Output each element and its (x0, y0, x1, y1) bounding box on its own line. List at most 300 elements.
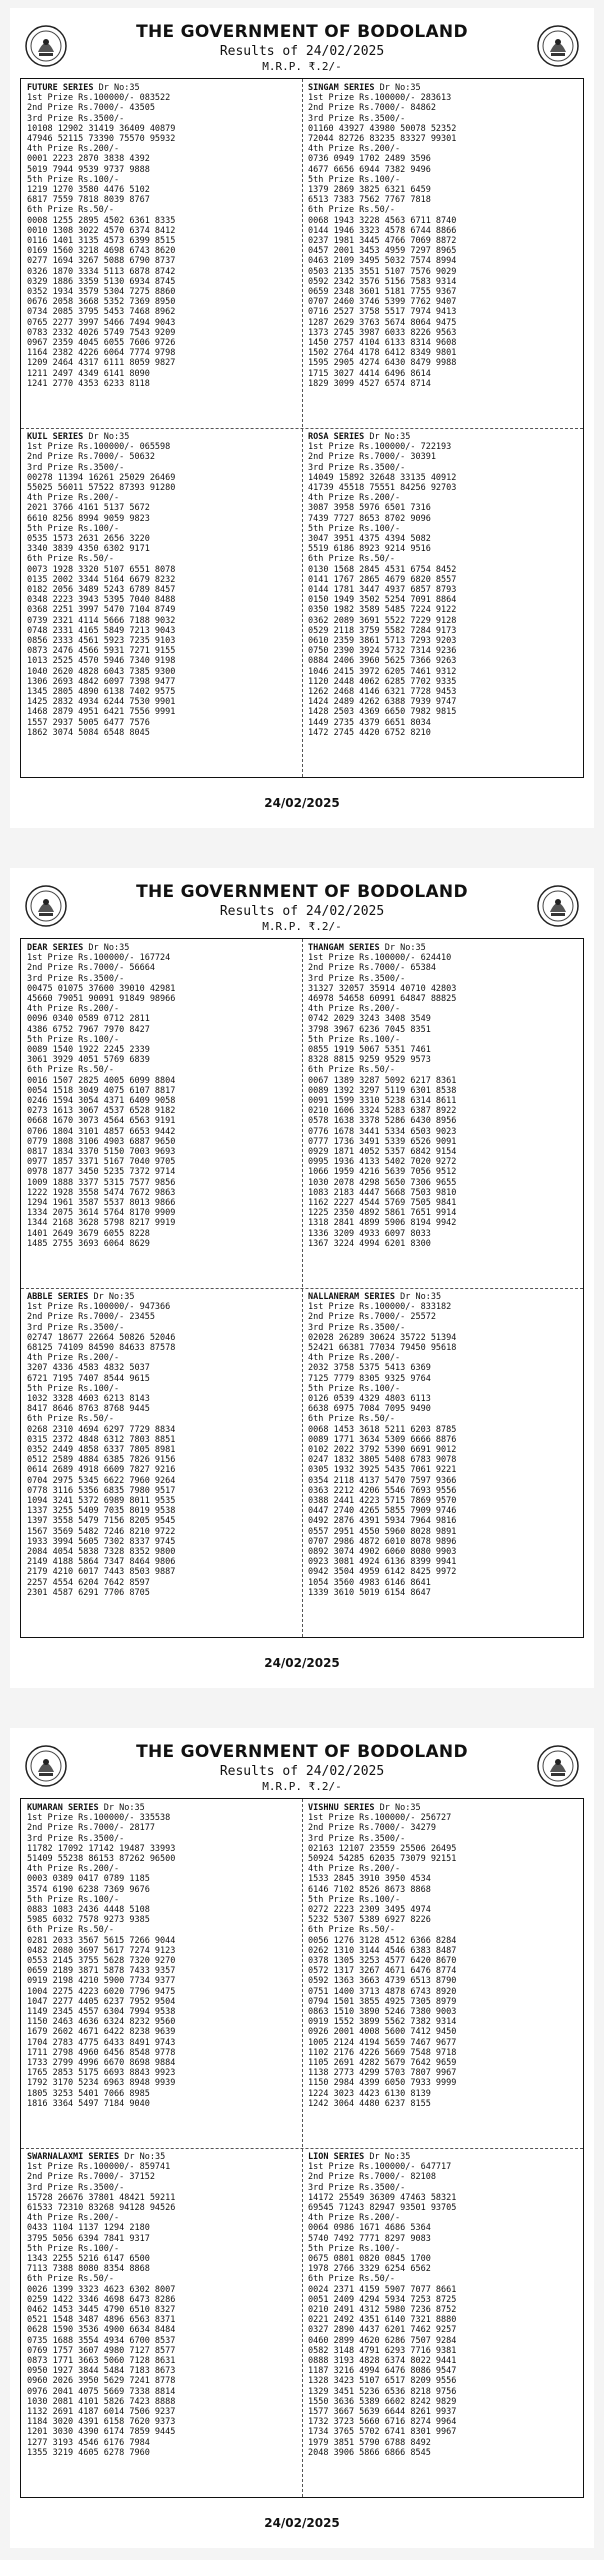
result-line: 5th Prize Rs.100/- (308, 1894, 401, 1905)
series-block (27, 1803, 298, 2146)
result-line: 0778 3116 5356 6835 7980 9517 (27, 1485, 176, 1496)
series-block (308, 943, 579, 1286)
result-line: 6th Prize Rs.50/- (308, 554, 395, 565)
result-line: 2nd Prize Rs.7000/- 30391 (308, 452, 436, 463)
result-line: 4th Prize Rs.200/- (27, 144, 120, 155)
result-line: 00278 11394 16261 25029 26469 (27, 472, 176, 483)
result-line: 5th Prize Rs.100/- (308, 2243, 401, 2254)
result-line: 1550 3636 5389 6602 8242 9829 (308, 2396, 457, 2407)
result-line: 5th Prize Rs.100/- (27, 174, 120, 185)
result-line: 3087 3958 5976 6501 7316 (308, 503, 431, 514)
result-line: 1428 2503 4369 6650 7982 9815 (308, 707, 457, 718)
result-line: 6th Prize Rs.50/- (27, 2274, 114, 2285)
result-line: 0026 1399 3323 4623 6302 8007 (27, 2284, 176, 2295)
result-line: 1294 1961 3587 5537 8013 9866 (27, 1198, 176, 1209)
result-line: 0463 2109 3495 5032 7574 8994 (308, 256, 457, 267)
result-line: 1046 2415 3972 6205 7461 9312 (308, 666, 457, 677)
result-line: 5th Prize Rs.100/- (27, 1034, 120, 1045)
result-line: 0388 2441 4223 5715 7869 9570 (308, 1496, 457, 1507)
result-line: 1149 2345 4557 6304 7994 9538 (27, 2007, 176, 2018)
result-line: 1715 3027 4414 6496 8614 (308, 368, 431, 379)
result-line: 6th Prize Rs.50/- (308, 205, 395, 216)
result-line: 1805 3253 5401 7066 8985 (27, 2088, 150, 2099)
result-line: 0135 2002 3344 5164 6679 8232 (27, 574, 176, 585)
draw-number: Dr No:35 (384, 943, 426, 953)
result-line: 0592 1363 3663 4739 6513 8790 (308, 1976, 457, 1987)
result-line: 0976 2041 4075 5669 7338 8814 (27, 2386, 176, 2397)
result-line: 6817 7559 7818 8039 8767 (27, 195, 150, 206)
result-line: 15728 26676 37801 48421 59211 (27, 2192, 176, 2203)
result-line: 5th Prize Rs.100/- (308, 174, 401, 185)
result-line: 1094 3241 5372 6989 8011 9535 (27, 1496, 176, 1507)
result-line: 1164 2382 4226 6064 7774 9798 (27, 348, 176, 359)
result-line: 01160 43927 43980 50078 52352 (308, 123, 457, 134)
result-line: 6th Prize Rs.50/- (308, 1414, 395, 1425)
result-line: 61533 72310 83268 94128 94526 (27, 2203, 176, 2214)
result-line: 0863 1510 3890 5246 7380 9003 (308, 2007, 457, 2018)
result-line: 2048 3906 5866 6866 8545 (308, 2447, 431, 2458)
result-line: 0883 1083 2436 4448 5108 (27, 1905, 150, 1916)
result-line: 0460 2899 4620 6286 7507 9284 (308, 2335, 457, 2346)
series-name: FUTURE SERIES (27, 83, 94, 93)
result-line: 1334 2075 3614 5764 8170 9909 (27, 1208, 176, 1219)
result-line: 1083 2183 4447 5668 7503 9810 (308, 1187, 457, 1198)
result-line: 7125 7779 8305 9325 9764 (308, 1373, 431, 1384)
result-line: 3047 3951 4375 4394 5082 (308, 534, 431, 545)
result-line: 4th Prize Rs.200/- (27, 1004, 120, 1015)
result-line: 0126 0539 4329 4803 6113 (308, 1394, 431, 1405)
result-line: 1577 3667 5639 6644 8261 9937 (308, 2407, 457, 2418)
result-line: 0706 1804 3101 4857 6653 9442 (27, 1126, 176, 1137)
result-line: 0668 1670 3073 4564 6563 9191 (27, 1116, 176, 1127)
result-line: 6th Prize Rs.50/- (27, 554, 114, 565)
result-line: 1150 2984 4399 6050 7933 9999 (308, 2078, 457, 2089)
result-line: 0707 2460 3746 5399 7762 9407 (308, 297, 457, 308)
result-line: 0553 2145 3755 5628 7320 9270 (27, 1956, 176, 1967)
draw-number: Dr No:35 (93, 1292, 135, 1302)
result-line: 3798 3967 6236 7045 8351 (308, 1024, 431, 1035)
result-line: 0008 1255 2895 4502 6361 8335 (27, 215, 176, 226)
result-line: 1st Prize Rs.100000/- 335538 (27, 1813, 171, 1824)
footer-date: 24/02/2025 (264, 2516, 340, 2530)
result-line: 0769 1757 3607 4980 7127 8577 (27, 2345, 176, 2356)
result-line: 6th Prize Rs.50/- (27, 1414, 114, 1425)
sheet-title: THE GOVERNMENT OF BODOLAND (136, 1742, 468, 1762)
result-line: 1933 3994 5605 7302 8337 9745 (27, 1536, 176, 1547)
result-line: 1425 2832 4934 6244 7530 9901 (27, 697, 176, 708)
result-line: 0884 2406 3960 5625 7366 9263 (308, 656, 457, 667)
result-line: 0273 1613 3067 4537 6528 9182 (27, 1106, 176, 1117)
result-line: 1449 2735 4379 6651 8034 (308, 717, 431, 728)
result-line: 41739 45518 75551 84256 92703 (308, 483, 457, 494)
result-line: 0051 2409 4294 5934 7253 8725 (308, 2294, 457, 2305)
result-line: 1401 2649 3679 6055 8228 (27, 1228, 150, 1239)
row-divider (21, 1288, 583, 1289)
row-divider (21, 2148, 583, 2149)
result-line: 1st Prize Rs.100000/- 167724 (27, 953, 171, 964)
result-line: 6721 7195 7407 8544 9615 (27, 1373, 150, 1384)
result-line: 2149 4188 5864 7347 8464 9806 (27, 1557, 176, 1568)
result-line: 0272 2223 2309 3495 4974 (308, 1905, 431, 1916)
result-line: 0433 1104 1137 1294 2180 (27, 2223, 150, 2234)
result-line: 0350 1982 3589 5485 7224 9122 (308, 605, 457, 616)
result-line: 1013 2525 4570 5946 7340 9198 (27, 656, 176, 667)
result-line: 0457 2001 3453 4959 7297 8965 (308, 246, 457, 257)
series-block (27, 83, 298, 426)
result-line: 0102 2022 3792 5390 6691 9012 (308, 1445, 457, 1456)
result-line: 7439 7727 8653 8702 9096 (308, 513, 431, 524)
result-line: 1219 1270 3580 4476 5102 (27, 185, 150, 196)
result-line: 0326 1870 3334 5113 6878 8742 (27, 266, 176, 277)
result-line: 1st Prize Rs.100000/- 833182 (308, 1302, 452, 1313)
result-line: 2nd Prize Rs.7000/- 82108 (308, 2172, 436, 2183)
result-line: 0978 1877 3450 5235 7372 9714 (27, 1167, 176, 1178)
result-line: 14049 15892 32648 33135 40912 (308, 472, 457, 483)
result-line: 4677 6656 6944 7382 9496 (308, 164, 431, 175)
result-line: 2301 4587 6291 7706 8705 (27, 1587, 150, 1598)
result-line: 0535 1573 2631 2656 3220 (27, 534, 150, 545)
result-line: 8417 8646 8763 8768 9445 (27, 1404, 150, 1415)
result-line: 1224 3023 4423 6130 8139 (308, 2088, 431, 2099)
result-line: 1557 2937 5005 6477 7576 (27, 717, 150, 728)
result-line: 1st Prize Rs.100000/- 722193 (308, 442, 452, 453)
result-line: 0016 1507 2825 4005 6099 8804 (27, 1075, 176, 1086)
series-name: NALLANERAM SERIES (308, 1292, 395, 1302)
result-line: 02747 18677 22664 50826 52046 (27, 1332, 176, 1343)
result-line: 0067 1389 3287 5092 6217 8361 (308, 1075, 457, 1086)
result-line: 0628 1590 3536 4900 6634 8484 (27, 2325, 176, 2336)
result-line: 0352 2449 4858 6337 7805 8981 (27, 1445, 176, 1456)
result-line: 0001 2223 2870 3838 4392 (27, 154, 150, 165)
result-line: 1829 3099 4527 6574 8714 (308, 378, 431, 389)
series-block (308, 2152, 579, 2495)
results-date: Results of 24/02/2025 (219, 44, 385, 59)
series-block (308, 83, 579, 426)
result-line: 6th Prize Rs.50/- (308, 1065, 395, 1076)
result-line: 0068 1943 3228 4563 6711 8740 (308, 215, 457, 226)
result-line: 0246 1594 3054 4371 6409 9058 (27, 1096, 176, 1107)
result-line: 2nd Prize Rs.7000/- 43505 (27, 103, 155, 114)
result-line: 0960 2026 3950 5629 7241 8778 (27, 2376, 176, 2387)
result-line: 3rd Prize Rs.3500/- (308, 973, 406, 984)
result-line: 0281 2033 3567 5615 7266 9044 (27, 1935, 176, 1946)
draw-number: Dr No:35 (88, 943, 130, 953)
result-line: 0582 3148 4791 6293 7716 9381 (308, 2345, 457, 2356)
result-line: 1367 3224 4994 6201 8300 (308, 1238, 431, 1249)
result-line: 2nd Prize Rs.7000/- 84862 (308, 103, 436, 114)
result-line: 3rd Prize Rs.3500/- (308, 113, 406, 124)
result-line: 5th Prize Rs.100/- (27, 1894, 120, 1905)
result-line: 1st Prize Rs.100000/- 947366 (27, 1302, 171, 1313)
series-name: VISHNU SERIES (308, 1803, 375, 1813)
result-line: 1468 2879 4951 6421 7556 9991 (27, 707, 176, 718)
result-line: 1355 3219 4605 6278 7960 (27, 2447, 150, 2458)
result-line: 1054 3560 4983 6146 8641 (308, 1577, 431, 1588)
result-line: 0557 2951 4550 5960 8028 9891 (308, 1526, 457, 1537)
result-line: 0247 1832 3805 5408 6783 9078 (308, 1455, 457, 1466)
mrp-price: M.R.P. ₹.2/- (262, 60, 342, 73)
result-line: 0210 1606 3324 5283 6387 8922 (308, 1106, 457, 1117)
result-line: 1242 3064 4480 6237 8155 (308, 2098, 431, 2109)
result-line: 5th Prize Rs.100/- (308, 1034, 401, 1045)
result-line: 1734 3765 5702 6741 8301 9967 (308, 2427, 457, 2438)
result-line: 0779 1808 3106 4903 6887 9650 (27, 1136, 176, 1147)
result-line: 0675 0801 0820 0845 1700 (308, 2254, 431, 2265)
result-line: 3061 3929 4051 5769 6839 (27, 1055, 150, 1066)
series-block (27, 1292, 298, 1635)
result-line: 2179 4210 6017 7443 8503 9887 (27, 1567, 176, 1578)
result-line: 1792 3170 5234 6963 8948 9939 (27, 2078, 176, 2089)
result-line: 0929 1871 4052 5357 6842 9154 (308, 1147, 457, 1158)
result-line: 1765 2853 5175 6693 8843 9923 (27, 2068, 176, 2079)
result-line: 0736 0949 1702 2489 3596 (308, 154, 431, 165)
mrp-price: M.R.P. ₹.2/- (262, 920, 342, 933)
result-line: 02028 26289 30624 35722 51394 (308, 1332, 457, 1343)
result-line: 3rd Prize Rs.3500/- (308, 1322, 406, 1333)
series-block (27, 943, 298, 1286)
draw-number: Dr No:35 (400, 1292, 442, 1302)
result-line: 5th Prize Rs.100/- (27, 1383, 120, 1394)
result-line: 0676 2058 3668 5352 7369 8950 (27, 297, 176, 308)
result-line: 5232 5307 5389 6927 8226 (308, 1915, 431, 1926)
results-table (20, 78, 584, 778)
result-line: 2084 4054 5838 7328 8352 9800 (27, 1547, 176, 1558)
result-line: 1337 3255 5409 7035 8019 9538 (27, 1506, 176, 1517)
result-line: 0221 2492 4351 6140 7321 8880 (308, 2315, 457, 2326)
result-line: 3rd Prize Rs.3500/- (27, 113, 125, 124)
result-line: 0073 1928 3320 5107 6551 8078 (27, 564, 176, 575)
result-line: 1004 2275 4223 6020 7796 9475 (27, 1986, 176, 1997)
result-line: 55025 56011 57522 87393 91280 (27, 483, 176, 494)
result-line: 1187 3216 4994 6476 8086 9547 (308, 2366, 457, 2377)
result-line: 0259 1422 3346 4698 6473 8286 (27, 2294, 176, 2305)
result-line: 1225 2350 4892 5861 7651 9914 (308, 1208, 457, 1219)
result-line: 0352 1934 3579 5304 7275 8860 (27, 287, 176, 298)
result-line: 1704 2783 4775 6433 8491 9743 (27, 2037, 176, 2048)
result-line: 0268 2310 4694 6297 7729 8834 (27, 1424, 176, 1435)
result-line: 0748 2331 4165 5849 7213 9043 (27, 625, 176, 636)
result-line: 1472 2745 4420 6752 8210 (308, 727, 431, 738)
result-line: 8328 8815 9259 9529 9573 (308, 1055, 431, 1066)
result-line: 5019 7944 9539 9737 9888 (27, 164, 150, 175)
result-line: 1567 3569 5482 7246 8210 9722 (27, 1526, 176, 1537)
series-block (27, 2152, 298, 2495)
result-line: 0327 2890 4437 6201 7462 9257 (308, 2325, 457, 2336)
result-line: 0262 1310 3144 4546 6383 8487 (308, 1945, 457, 1956)
result-line: 3rd Prize Rs.3500/- (308, 462, 406, 473)
sheet-title: THE GOVERNMENT OF BODOLAND (136, 882, 468, 902)
result-line: 3rd Prize Rs.3500/- (308, 2182, 406, 2193)
series-name: LION SERIES (308, 2152, 365, 2162)
result-line: 6513 7383 7562 7767 7818 (308, 195, 431, 206)
result-line: 1222 1928 3558 5474 7672 9863 (27, 1187, 176, 1198)
draw-number: Dr No:35 (369, 432, 411, 442)
result-line: 11782 17092 17142 19487 33993 (27, 1843, 176, 1854)
draw-number: Dr No:35 (88, 432, 130, 442)
result-line: 51409 55238 86153 87262 96500 (27, 1854, 176, 1865)
result-line: 0888 3193 4828 6374 8022 9441 (308, 2356, 457, 2367)
draw-number: Dr No:35 (103, 1803, 145, 1813)
result-line: 1047 2277 4405 6237 7952 9504 (27, 1996, 176, 2007)
result-line: 52421 66381 77034 79450 95618 (308, 1343, 457, 1354)
result-line: 0572 1317 3267 4671 6476 8774 (308, 1966, 457, 1977)
result-line: 1132 2691 4187 6014 7506 9237 (27, 2407, 176, 2418)
result-line: 4th Prize Rs.200/- (308, 144, 401, 155)
series-name: DEAR SERIES (27, 943, 84, 953)
draw-number: Dr No:35 (98, 83, 140, 93)
result-line: 0610 2359 3861 5713 7293 9203 (308, 636, 457, 647)
results-date: Results of 24/02/2025 (219, 1764, 385, 1779)
result-line: 0056 1276 3128 4512 6366 8284 (308, 1935, 457, 1946)
result-line: 0348 2223 3943 5395 7040 8488 (27, 595, 176, 606)
result-line: 1st Prize Rs.100000/- 647717 (308, 2162, 452, 2173)
results-sheet (10, 8, 594, 828)
result-line: 2nd Prize Rs.7000/- 37152 (27, 2172, 155, 2183)
result-line: 0942 3504 4959 6142 8425 9972 (308, 1567, 457, 1578)
result-line: 0923 3081 4924 6136 8399 9941 (308, 1557, 457, 1568)
result-line: 1339 3610 5019 6154 8647 (308, 1587, 431, 1598)
draw-number: Dr No:35 (124, 2152, 166, 2162)
result-line: 1306 2693 4842 6097 7398 9477 (27, 676, 176, 687)
result-line: 2257 4554 6204 7642 8597 (27, 1577, 150, 1588)
result-line: 1502 2764 4178 6412 8349 9801 (308, 348, 457, 359)
result-line: 6146 7102 8526 8673 8868 (308, 1884, 431, 1895)
result-line: 72044 82726 83235 83327 99301 (308, 134, 457, 145)
result-line: 1st Prize Rs.100000/- 083522 (27, 93, 171, 104)
result-line: 6610 8256 8994 9059 9823 (27, 513, 150, 524)
result-line: 0503 2135 3551 5107 7576 9029 (308, 266, 457, 277)
result-line: 1862 3074 5084 6548 8045 (27, 727, 150, 738)
series-name: ABBLE SERIES (27, 1292, 89, 1302)
result-line: 0783 2332 4026 5749 7543 9209 (27, 327, 176, 338)
result-line: 0024 2371 4159 5907 7077 8661 (308, 2284, 457, 2295)
result-line: 31327 32057 35914 40710 42803 (308, 983, 457, 994)
result-line: 0919 1552 3899 5562 7382 9314 (308, 2017, 457, 2028)
result-line: 3795 5056 6394 7841 9317 (27, 2233, 150, 2244)
result-line: 0237 1981 3445 4766 7069 8872 (308, 236, 457, 247)
result-line: 6th Prize Rs.50/- (27, 1065, 114, 1076)
result-line: 1711 2798 4960 6456 8548 9778 (27, 2047, 176, 2058)
result-line: 0329 1886 3359 5130 6934 8745 (27, 276, 176, 287)
result-line: 0776 1678 3441 5334 6503 9023 (308, 1126, 457, 1137)
result-line: 2nd Prize Rs.7000/- 56664 (27, 963, 155, 974)
result-line: 1150 2463 4636 6324 8232 9560 (27, 2017, 176, 2028)
series-name: SWARNALAXMI SERIES (27, 2152, 120, 2162)
result-line: 5th Prize Rs.100/- (308, 1383, 401, 1394)
mrp-price: M.R.P. ₹.2/- (262, 1780, 342, 1793)
result-line: 0750 2390 3924 5732 7314 9236 (308, 646, 457, 657)
result-line: 1066 1959 4216 5639 7056 9512 (308, 1167, 457, 1178)
results-sheet (10, 1728, 594, 2548)
result-line: 6th Prize Rs.50/- (308, 2274, 395, 2285)
result-line: 1424 2489 4262 6388 7939 9747 (308, 697, 457, 708)
sheet-title: THE GOVERNMENT OF BODOLAND (136, 22, 468, 42)
result-line: 0751 1400 3713 4878 6743 8920 (308, 1986, 457, 1997)
result-line: 0926 2001 4008 5600 7412 9450 (308, 2027, 457, 2038)
result-line: 0305 1932 3925 5435 7061 9221 (308, 1465, 457, 1476)
result-line: 14172 25549 36309 47463 58321 (308, 2192, 457, 2203)
result-line: 1328 3423 5107 6517 8209 9556 (308, 2376, 457, 2387)
result-line: 0995 1936 4133 5402 7020 9272 (308, 1157, 457, 1168)
result-line: 0977 1857 3371 5167 7040 9705 (27, 1157, 176, 1168)
result-line: 0777 1736 3491 5339 6526 9091 (308, 1136, 457, 1147)
result-line: 0739 2321 4114 5666 7188 9032 (27, 615, 176, 626)
result-line: 4th Prize Rs.200/- (27, 2213, 120, 2224)
result-line: 0010 1308 3022 4570 6374 8412 (27, 225, 176, 236)
result-line: 4th Prize Rs.200/- (308, 1353, 401, 1364)
result-line: 1485 2755 3693 6064 8629 (27, 1238, 150, 1249)
result-line: 69545 71243 82947 93501 93705 (308, 2203, 457, 2214)
series-name: SINGAM SERIES (308, 83, 375, 93)
result-line: 7113 7388 8080 8354 8868 (27, 2264, 150, 2275)
result-line: 1343 2255 5216 6147 6500 (27, 2254, 150, 2265)
result-line: 0144 1946 3323 4578 6744 8866 (308, 225, 457, 236)
series-block (308, 1292, 579, 1635)
result-line: 1105 2691 4282 5679 7642 9659 (308, 2058, 457, 2069)
result-line: 4th Prize Rs.200/- (27, 493, 120, 504)
result-line: 1329 3451 5236 6536 8218 9756 (308, 2386, 457, 2397)
result-line: 6th Prize Rs.50/- (308, 1925, 395, 1936)
result-line: 0892 3074 4902 6060 8080 9903 (308, 1547, 457, 1558)
result-line: 1277 3193 4546 6176 7984 (27, 2437, 150, 2448)
result-line: 1533 2845 3910 3950 4534 (308, 1874, 431, 1885)
result-line: 1005 2124 4194 5659 7467 9677 (308, 2037, 457, 2048)
result-line: 1450 2757 4104 6133 8314 9608 (308, 338, 457, 349)
result-line: 0873 2476 4566 5931 7271 9155 (27, 646, 176, 657)
draw-number: Dr No:35 (369, 2152, 411, 2162)
result-line: 1st Prize Rs.100000/- 256727 (308, 1813, 452, 1824)
result-line: 0141 1767 2865 4679 6820 8557 (308, 574, 457, 585)
result-line: 0817 1834 3370 5150 7003 9693 (27, 1147, 176, 1158)
result-line: 0150 1949 3502 5254 7091 8864 (308, 595, 457, 606)
series-block (308, 1803, 579, 2146)
result-line: 3rd Prize Rs.3500/- (27, 2182, 125, 2193)
result-line: 3rd Prize Rs.3500/- (27, 1322, 125, 1333)
result-line: 4th Prize Rs.200/- (308, 493, 401, 504)
result-line: 0873 1771 3663 5060 7128 8631 (27, 2356, 176, 2367)
result-line: 0068 1453 3618 5211 6203 8785 (308, 1424, 457, 1435)
result-line: 0368 2251 3997 5470 7104 8749 (27, 605, 176, 616)
result-line: 0482 2080 3697 5617 7274 9123 (27, 1945, 176, 1956)
result-line: 2021 3766 4161 5137 5672 (27, 503, 150, 514)
result-line: 1732 3723 5660 6716 8274 9964 (308, 2417, 457, 2428)
result-line: 6638 6975 7084 7095 9490 (308, 1404, 431, 1415)
result-line: 0277 1694 3267 5088 6790 8737 (27, 256, 176, 267)
result-line: 1st Prize Rs.100000/- 065598 (27, 442, 171, 453)
result-line: 3340 3839 4350 6302 9171 (27, 544, 150, 555)
result-line: 0130 1568 2845 4531 6754 8452 (308, 564, 457, 575)
result-line: 10108 12902 31419 36409 40879 (27, 123, 176, 134)
result-line: 3574 6190 6238 7369 9676 (27, 1884, 150, 1895)
result-line: 1262 2468 4146 6321 7728 9453 (308, 687, 457, 698)
result-line: 1344 2168 3628 5798 8217 9919 (27, 1218, 176, 1229)
series-name: ROSA SERIES (308, 432, 365, 442)
result-line: 47946 52115 73390 75570 95932 (27, 134, 176, 145)
result-line: 0521 1548 3487 4896 6563 8371 (27, 2315, 176, 2326)
result-line: 5985 6032 7578 9273 9385 (27, 1915, 150, 1926)
result-line: 1040 2620 4828 6043 7385 9300 (27, 666, 176, 677)
result-line: 0169 1560 3218 4698 6743 8620 (27, 246, 176, 257)
result-line: 1184 3020 4391 6158 7620 9373 (27, 2417, 176, 2428)
result-line: 0950 1927 3844 5484 7183 8673 (27, 2366, 176, 2377)
result-line: 0362 2089 3691 5522 7229 9128 (308, 615, 457, 626)
result-line: 0091 1599 3310 5238 6314 8611 (308, 1096, 457, 1107)
result-line: 4th Prize Rs.200/- (308, 1864, 401, 1875)
result-line: 1209 2464 4317 6111 8059 9827 (27, 358, 176, 369)
result-line: 1102 2176 4226 5669 7548 9718 (308, 2047, 457, 2058)
result-line: 46978 54658 60991 64847 88825 (308, 994, 457, 1005)
results-sheet (10, 868, 594, 1688)
